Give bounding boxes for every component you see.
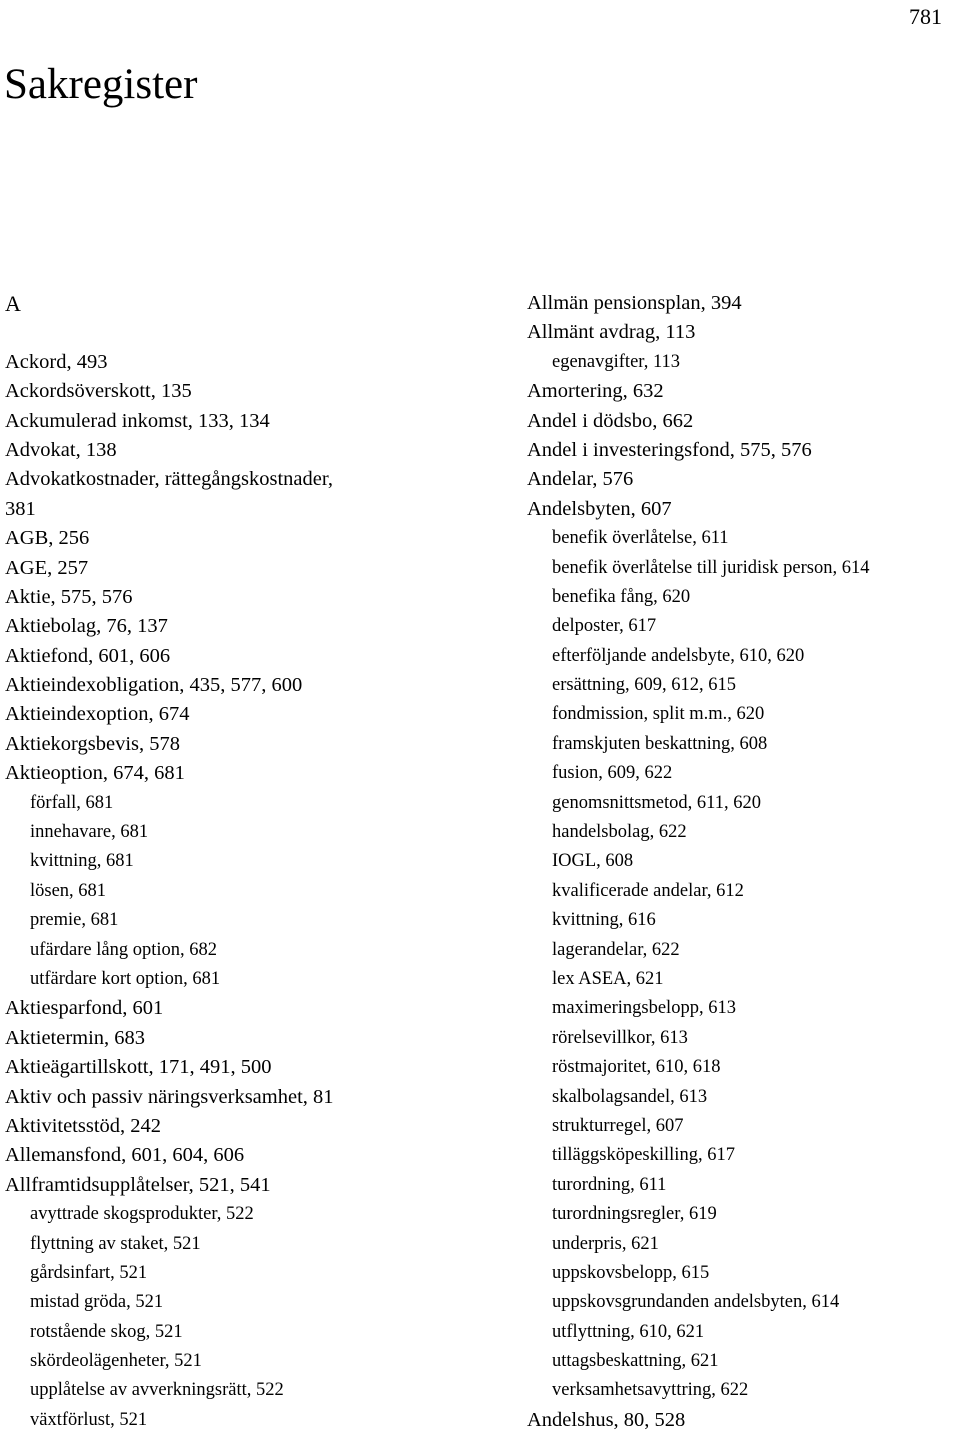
- index-entry: Aktieindexoption, 674: [5, 703, 190, 726]
- index-subentry: premie, 681: [30, 910, 119, 931]
- index-entry: Ackord, 493: [5, 350, 108, 373]
- index-entry: Aktie, 575, 576: [5, 585, 133, 608]
- index-subentry: gårdsinfart, 521: [30, 1262, 148, 1283]
- index-subentry: genomsnittsmetod, 611, 620: [552, 792, 761, 813]
- index-entry: Andelar, 576: [527, 468, 634, 491]
- index-subentry: röstmajoritet, 610, 618: [552, 1057, 721, 1078]
- index-subentry: fusion, 609, 622: [552, 763, 673, 784]
- index-subentry: kvittning, 681: [30, 851, 134, 872]
- index-entry: Aktiekorgsbevis, 578: [5, 732, 181, 755]
- index-subentry: upplåtelse av avverkningsrätt, 522: [30, 1380, 284, 1401]
- index-entry: Advokatkostnader, rättegångskostnader,: [5, 468, 333, 491]
- index-subentry: turordning, 611: [552, 1174, 667, 1195]
- index-entry: Aktieindexobligation, 435, 577, 600: [5, 674, 303, 697]
- index-entry: Advokat, 138: [5, 438, 117, 461]
- index-subentry: innehavare, 681: [30, 822, 149, 843]
- index-subentry: delposter, 617: [552, 616, 657, 637]
- index-subentry: kvalificerade andelar, 612: [552, 880, 744, 901]
- index-entry: AGB, 256: [5, 527, 90, 550]
- index-entry: Allmänt avdrag, 113: [527, 321, 696, 344]
- index-entry: Aktiv och passiv näringsverksamhet, 81: [5, 1085, 334, 1108]
- index-column-right: [527, 289, 957, 1435]
- index-entry: Aktivitetsstöd, 242: [5, 1114, 162, 1137]
- index-subentry: fondmission, split m.m., 620: [552, 704, 765, 725]
- index-entry: Ackordsöverskott, 135: [5, 380, 192, 403]
- index-subentry: flyttning av staket, 521: [30, 1233, 201, 1254]
- index-entry: Allmän pensionsplan, 394: [527, 292, 742, 314]
- index-entry: Aktiesparfond, 601: [5, 997, 164, 1020]
- index-entry: Aktiefond, 601, 606: [5, 644, 171, 667]
- index-subentry: verksamhetsavyttring, 622: [552, 1380, 749, 1401]
- page-number: 781: [909, 4, 942, 29]
- index-subentry: tilläggsköpeskilling, 617: [552, 1145, 735, 1166]
- index-entry: Allemansfond, 601, 604, 606: [5, 1144, 245, 1167]
- index-subentry: växtförlust, 521: [30, 1409, 148, 1430]
- index-column-left: [5, 289, 505, 1435]
- index-subentry: skördeolägenheter, 521: [30, 1351, 202, 1372]
- index-entry-continuation: 381: [5, 497, 36, 520]
- index-entry: Ackumulerad inkomst, 133, 134: [5, 409, 270, 432]
- index-entry: AGE, 257: [5, 556, 89, 579]
- index-subentry: lösen, 681: [30, 880, 107, 901]
- index-entry: Andelshus, 80, 528: [527, 1408, 686, 1431]
- index-subentry: utflyttning, 610, 621: [552, 1321, 705, 1342]
- index-subentry: underpris, 621: [552, 1233, 659, 1254]
- index-subentry: ufärdare lång option, 682: [30, 939, 217, 960]
- index-subentry: benefik överlåtelse till juridisk person, 614: [552, 557, 870, 578]
- index-subentry: utfärdare kort option, 681: [30, 968, 221, 989]
- page-title: Sakregister: [4, 61, 198, 108]
- index-entry: Aktieägartillskott, 171, 491, 500: [5, 1056, 272, 1079]
- index-subentry: benefik överlåtelse, 611: [552, 528, 729, 549]
- index-subentry: maximeringsbelopp, 613: [552, 998, 736, 1019]
- index-subentry: lagerandelar, 622: [552, 939, 680, 960]
- section-letter: A: [5, 291, 21, 316]
- index-subentry: avyttrade skogsprodukter, 522: [30, 1204, 254, 1225]
- index-subentry: turordningsregler, 619: [552, 1204, 717, 1225]
- index-subentry: kvittning, 616: [552, 910, 656, 931]
- index-subentry: egenavgifter, 113: [552, 351, 681, 372]
- index-entry: Allframtidsupplåtelser, 521, 541: [5, 1173, 271, 1196]
- index-subentry: uttagsbeskattning, 621: [552, 1351, 719, 1372]
- index-subentry: efterföljande andelsbyte, 610, 620: [552, 645, 805, 666]
- index-entry: Amortering, 632: [527, 380, 664, 403]
- index-subentry: ersättning, 609, 612, 615: [552, 675, 736, 696]
- index-subentry: rörelsevillkor, 613: [552, 1027, 688, 1048]
- index-entry: Andel i investeringsfond, 575, 576: [527, 438, 812, 461]
- index-subentry: rotstående skog, 521: [30, 1321, 183, 1342]
- index-entry: Aktieoption, 674, 681: [5, 762, 185, 785]
- index-subentry: uppskovsbelopp, 615: [552, 1262, 710, 1283]
- index-subentry: handelsbolag, 622: [552, 822, 687, 843]
- index-subentry: IOGL, 608: [552, 851, 634, 872]
- index-subentry: lex ASEA, 621: [552, 968, 664, 989]
- index-subentry: mistad gröda, 521: [30, 1292, 164, 1313]
- blank-line: [5, 318, 505, 347]
- index-entry: Aktiebolag, 76, 137: [5, 615, 168, 638]
- index-entry: Andelsbyten, 607: [527, 497, 672, 520]
- index-subentry: benefika fång, 620: [552, 586, 691, 607]
- index-subentry: förfall, 681: [30, 792, 114, 813]
- index-entry: Aktietermin, 683: [5, 1026, 146, 1049]
- index-entry: Andel i dödsbo, 662: [527, 409, 694, 432]
- index-subentry: uppskovsgrundanden andelsbyten, 614: [552, 1292, 840, 1313]
- index-subentry: skalbolagsandel, 613: [552, 1086, 708, 1107]
- index-subentry: framskjuten beskattning, 608: [552, 733, 768, 754]
- index-subentry: strukturregel, 607: [552, 1115, 684, 1136]
